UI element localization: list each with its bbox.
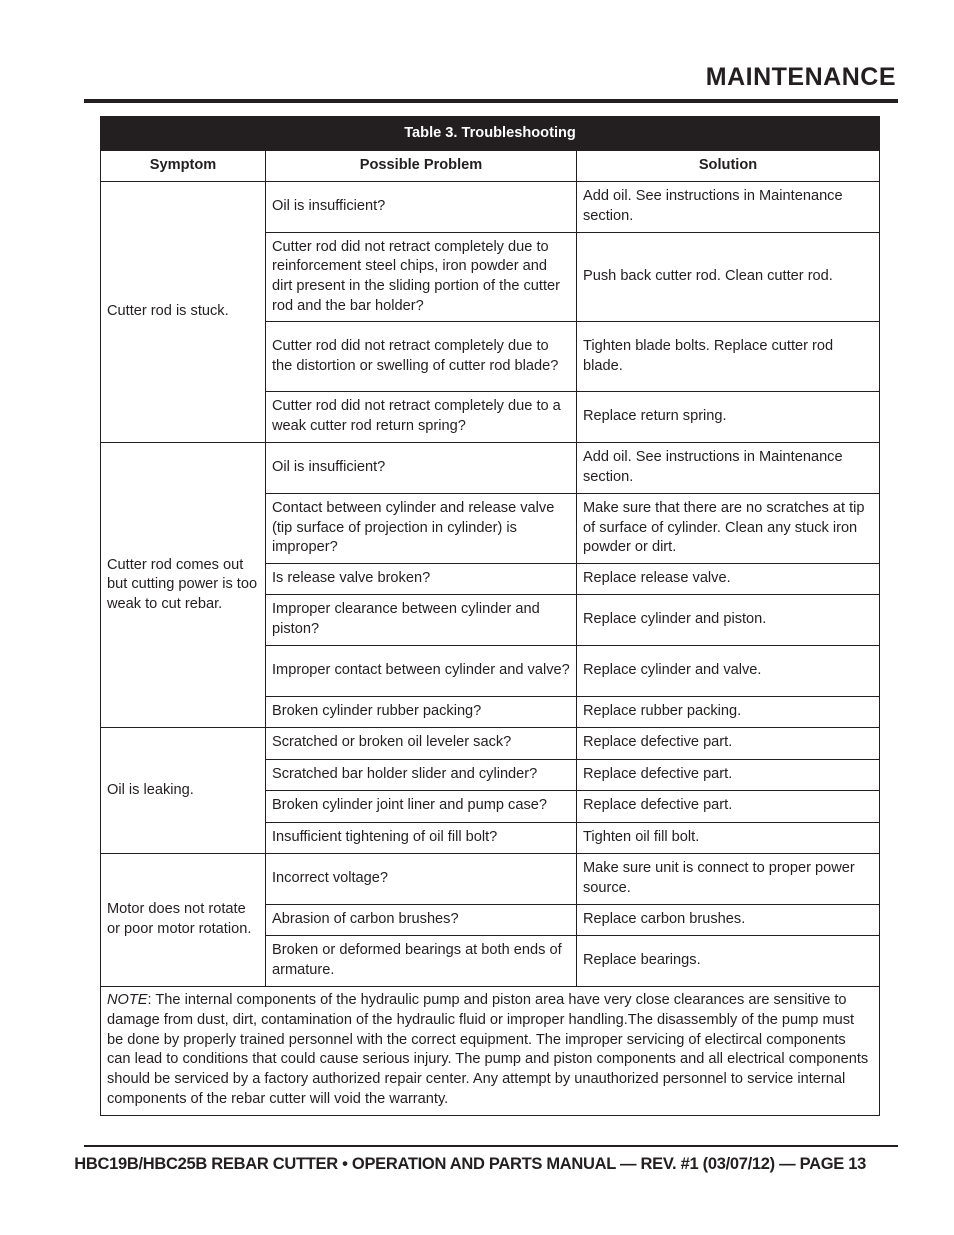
solution-cell: Add oil. See instructions in Maintenance section. <box>577 443 880 494</box>
solution-cell: Replace bearings. <box>577 936 880 987</box>
solution-cell: Push back cutter rod. Clean cutter rod. <box>577 233 880 322</box>
page-footer: HBC19B/HBC25B REBAR CUTTER • OPERATION AND PARTS MANUAL — REV. #1 (03/07/12) — PAGE 13 <box>74 1155 866 1173</box>
problem-cell: Cutter rod did not retract completely due to a weak cutter rod return spring? <box>266 392 577 443</box>
solution-cell: Replace rubber packing. <box>577 697 880 728</box>
solution-cell: Add oil. See instructions in Maintenance section. <box>577 182 880 233</box>
symptom-cell: Cutter rod comes out but cutting power is too weak to cut rebar. <box>101 443 266 728</box>
problem-cell: Broken or deformed bearings at both ends of armature. <box>266 936 577 987</box>
footer-rule <box>84 1145 898 1147</box>
problem-cell: Cutter rod did not retract completely due to the distortion or swelling of cutter rod blade? <box>266 322 577 392</box>
header-symptom: Symptom <box>101 151 266 182</box>
solution-cell: Replace carbon brushes. <box>577 905 880 936</box>
symptom-cell: Cutter rod is stuck. <box>101 182 266 443</box>
problem-cell: Oil is insufficient? <box>266 182 577 233</box>
problem-cell: Improper contact between cylinder and valve? <box>266 646 577 697</box>
table-caption: Table 3. Troubleshooting <box>101 117 880 151</box>
header-possible-problem: Possible Problem <box>266 151 577 182</box>
solution-cell: Replace cylinder and piston. <box>577 595 880 646</box>
problem-cell: Contact between cylinder and release valve (tip surface of projection in cylinder) is improper? <box>266 494 577 564</box>
solution-cell: Replace release valve. <box>577 564 880 595</box>
problem-cell: Broken cylinder rubber packing? <box>266 697 577 728</box>
problem-cell: Scratched bar holder slider and cylinder? <box>266 759 577 791</box>
troubleshooting-table <box>100 116 880 1116</box>
problem-cell: Oil is insufficient? <box>266 443 577 494</box>
problem-cell: Incorrect voltage? <box>266 854 577 905</box>
solution-cell: Replace defective part. <box>577 791 880 823</box>
note-text: : The internal components of the hydraulic pump and piston area have very close clearances are sensitive to damage from dust, dirt, contamination of the hydraulic fluid or improper handling.The disassembly of the pump must be done by properly trained personnel with the correct equipment. The improper servicing of electircal components can lead to conditions that could cause serious injury. The pump and piston components and all electrical components should be serviced by a factory authorized repair center. Any attempt by unauthorized personnel to service internal components of the rebar cutter will void the warranty. <box>107 992 869 1107</box>
header-rule <box>84 99 898 103</box>
warranty-note <box>101 987 880 1116</box>
note-label: NOTE <box>107 992 148 1008</box>
solution-cell: Tighten oil fill bolt. <box>577 822 880 854</box>
symptom-cell: Oil is leaking. <box>101 728 266 854</box>
problem-cell: Abrasion of carbon brushes? <box>266 905 577 936</box>
symptom-cell: Motor does not rotate or poor motor rotation. <box>101 854 266 987</box>
solution-cell: Make sure that there are no scratches at tip of surface of cylinder. Clean any stuck iron powder or dirt. <box>577 494 880 564</box>
problem-cell: Improper clearance between cylinder and piston? <box>266 595 577 646</box>
problem-cell: Insufficient tightening of oil fill bolt? <box>266 822 577 854</box>
solution-cell: Replace return spring. <box>577 392 880 443</box>
header-solution: Solution <box>577 151 880 182</box>
section-title: MAINTENANCE <box>705 63 896 91</box>
solution-cell: Replace defective part. <box>577 759 880 791</box>
solution-cell: Tighten blade bolts. Replace cutter rod blade. <box>577 322 880 392</box>
problem-cell: Cutter rod did not retract completely due to reinforcement steel chips, iron powder and dirt present in the sliding portion of the cutter rod and the bar holder? <box>266 233 577 322</box>
problem-cell: Broken cylinder joint liner and pump case? <box>266 791 577 823</box>
solution-cell: Replace defective part. <box>577 728 880 760</box>
solution-cell: Make sure unit is connect to proper power source. <box>577 854 880 905</box>
problem-cell: Is release valve broken? <box>266 564 577 595</box>
problem-cell: Scratched or broken oil leveler sack? <box>266 728 577 760</box>
solution-cell: Replace cylinder and valve. <box>577 646 880 697</box>
